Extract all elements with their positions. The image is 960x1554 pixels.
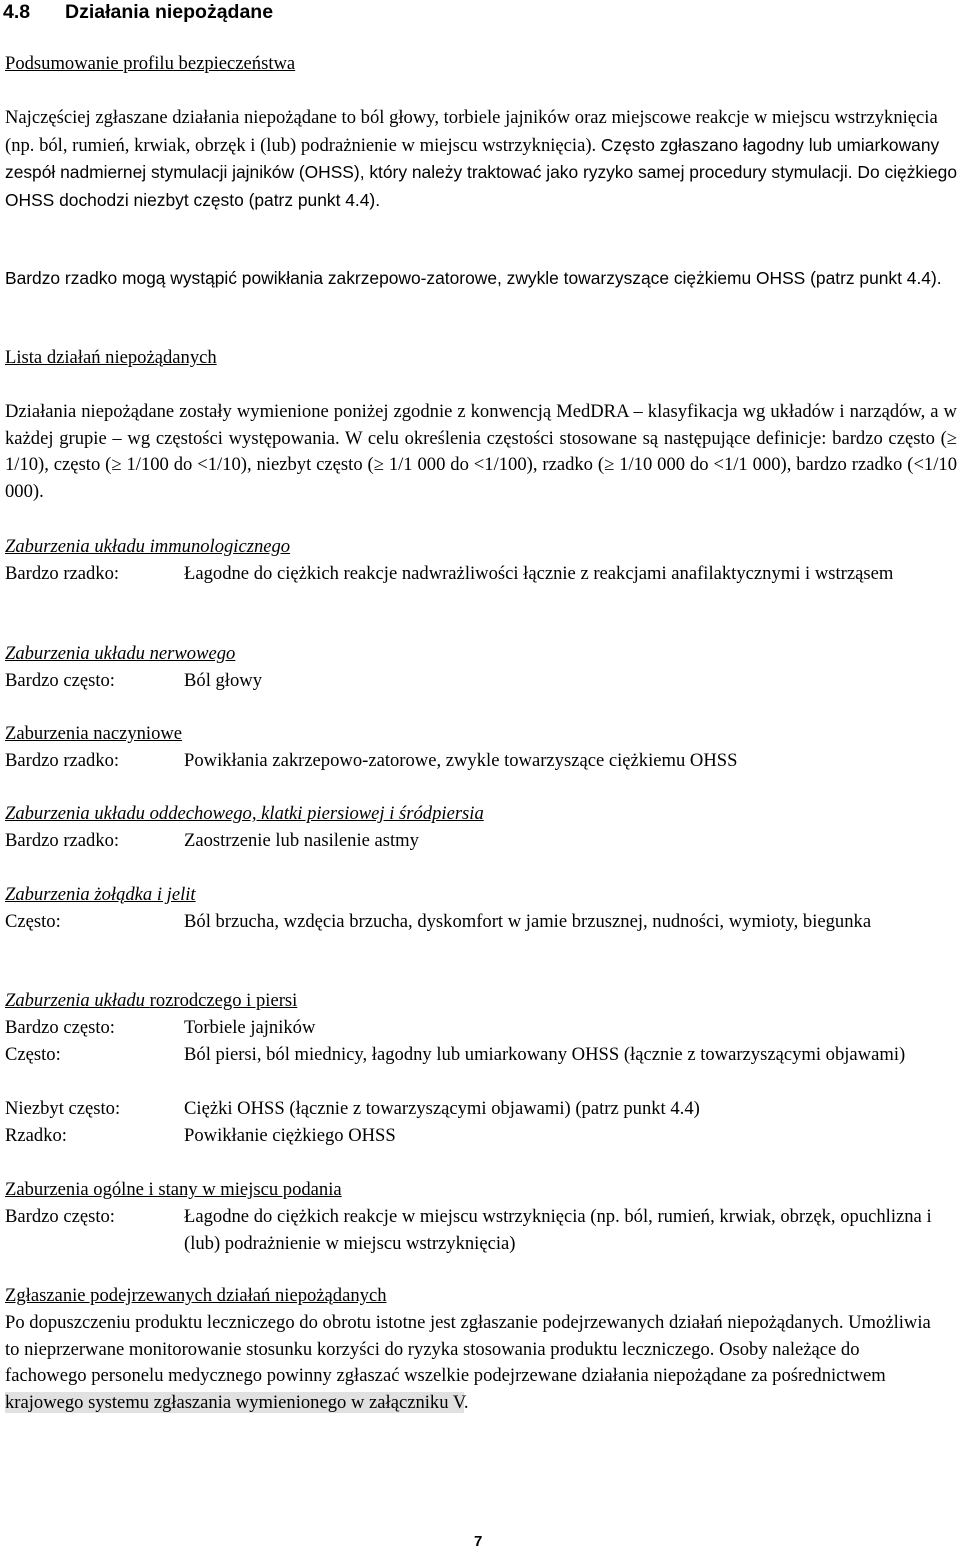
group-heading-reproductive: Zaburzenia układu rozrodczego i piersi xyxy=(5,990,298,1011)
thromboembolic-paragraph: Bardzo rzadko mogą wystąpić powikłania zakrzepowo-zatorowe, zwykle towarzyszące ciężkiemu OHSS (patrz punkt 4.4). xyxy=(5,268,942,288)
reaction-text: Ciężki OHSS (łącznie z towarzyszącymi objawami) (patrz punkt 4.4) xyxy=(184,1098,700,1119)
reporting-heading: Zgłaszanie podejrzewanych działań niepożądanych xyxy=(5,1285,387,1306)
safety-summary-heading: Podsumowanie profilu bezpieczeństwa xyxy=(5,53,296,74)
national-reporting-system-link[interactable]: krajowego systemu zgłaszania wymienionego w załączniku V xyxy=(5,1391,464,1413)
frequency-label: Często: xyxy=(5,911,61,932)
frequency-label: Bardzo często: xyxy=(5,1206,115,1227)
frequency-label: Bardzo często: xyxy=(5,670,115,691)
reaction-text: Łagodne do ciężkich reakcje w miejscu wstrzyknięcia (np. ból, rumień, krwiak, obrzęk, opuchlizna i (lub) podrażnienie w miejscu wstrzyknięcia) xyxy=(184,1206,932,1254)
group-heading-immune: Zaburzenia układu immunologicznego xyxy=(5,536,291,557)
group-heading-vascular: Zaburzenia naczyniowe xyxy=(5,723,183,744)
frequency-label: Często: xyxy=(5,1044,61,1065)
frequency-label: Bardzo rzadko: xyxy=(5,830,120,851)
reaction-text: Powikłanie ciężkiego OHSS xyxy=(184,1125,396,1146)
page-number: 7 xyxy=(474,1533,483,1550)
safety-summary-paragraph xyxy=(5,105,957,214)
reaction-text: Ból głowy xyxy=(184,670,262,691)
safety-summary-text-serif: Najczęściej zgłaszane działania niepożądane to ból głowy, torbiele jajników oraz miejscowe reakcje w miejscu wstrzyknięcia (np. ból, rumień, krwiak, obrzęk i (lub) podrażnienie w miejscu wstrzyknięcia). xyxy=(5,107,938,156)
group-heading-respiratory: Zaburzenia układu oddechowego, klatki piersiowej i śródpiersia xyxy=(5,803,484,824)
safety-summary-text-sans: Często zgłaszano łagodny lub umiarkowany zespół nadmiernej stymulacji jajników (OHSS), który należy traktować jako ryzyko samej procedury stymulacji. Do ciężkiego OHSS dochodzi niezbyt często (patrz punkt 4.4). xyxy=(5,134,957,210)
frequency-label: Rzadko: xyxy=(5,1125,67,1146)
reporting-paragraph: Po dopuszczeniu produktu leczniczego do obrotu istotne jest zgłaszanie podejrzewanych działań niepożądanych. Umożliwia to nieprzerwane monitorowanie stosunku korzyści do ryzyka stosowania produktu leczniczego. Osoby należące do fachowego personelu medycznego powinny zgłaszać wszelkie podejrzewane działania niepożądane za pośrednictwem krajowego systemu zgłaszania wymienionego w załączniku V. xyxy=(5,1312,931,1413)
section-number: 4.8 xyxy=(3,1,31,23)
group-heading-general: Zaburzenia ogólne i stany w miejscu podania xyxy=(5,1179,342,1200)
reaction-text: Powikłania zakrzepowo-zatorowe, zwykle towarzyszące ciężkiemu OHSS xyxy=(184,750,738,771)
group-heading-gastrointestinal: Zaburzenia żołądka i jelit xyxy=(5,884,196,905)
frequency-label: Bardzo rzadko: xyxy=(5,750,120,771)
frequency-label: Bardzo często: xyxy=(5,1017,115,1038)
reaction-text: Torbiele jajników xyxy=(184,1017,316,1038)
section-title xyxy=(3,0,273,24)
frequency-definitions: Działania niepożądane zostały wymienione poniżej zgodnie z konwencją MedDRA – klasyfikacja wg układów i narządów, a w każdej grupie – wg częstości występowania. W celu określenia częstości stosowane są następujące definicje: bardzo często (≥ 1/10), często (≥ 1/100 do <1/10), niezbyt często (≥ 1/1 000 do <1/100), rzadko (≥ 1/10 000 do <1/1 000), bardzo rzadko (<1/10 000). xyxy=(5,401,957,502)
reaction-text: Ból piersi, ból miednicy, łagodny lub umiarkowany OHSS (łącznie z towarzyszącymi objawami) xyxy=(184,1044,906,1065)
group-heading-nervous: Zaburzenia układu nerwowego xyxy=(5,643,236,664)
frequency-label: Bardzo rzadko: xyxy=(5,563,120,584)
reaction-text: Łagodne do ciężkich reakcje nadwrażliwości łącznie z reakcjami anafilaktycznymi i wstrząsem xyxy=(184,563,894,584)
reaction-text: Zaostrzenie lub nasilenie astmy xyxy=(184,830,419,851)
frequency-label: Niezbyt często: xyxy=(5,1098,121,1119)
group-row-wrapped xyxy=(5,909,957,936)
adverse-list-heading: Lista działań niepożądanych xyxy=(5,347,217,368)
section-title-text: Działania niepożądane xyxy=(65,1,274,23)
reporting-text: Po dopuszczeniu produktu leczniczego do obrotu istotne jest zgłaszanie podejrzewanych działań niepożądanych. Umożliwia to nieprzerwane monitorowanie stosunku korzyści do ryzyka stosowania produktu leczniczego. Osoby należące do fachowego personelu medycznego powinny zgłaszać wszelkie podejrzewane działania niepożądane za pośrednictwem xyxy=(5,1312,931,1387)
reaction-text: Ból brzucha, wzdęcia brzucha, dyskomfort w jamie brzusznej, nudności, wymioty, biegunka xyxy=(184,911,872,932)
